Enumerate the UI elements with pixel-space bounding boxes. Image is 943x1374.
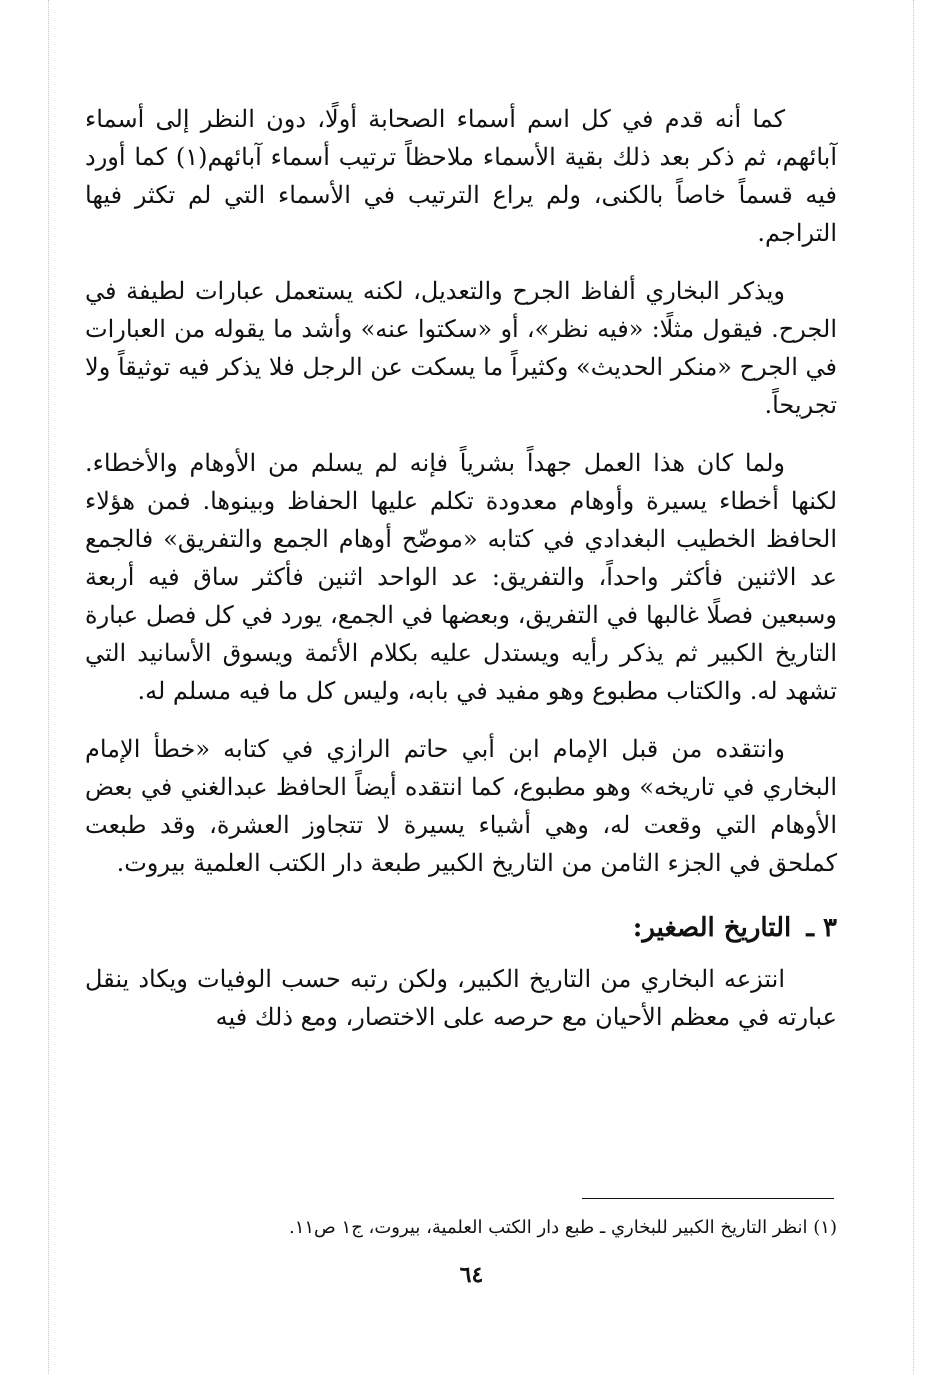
- scan-margin-guide-left: [48, 0, 49, 1374]
- page-body: [85, 100, 837, 1036]
- section-title: التاريخ الصغير:: [632, 913, 792, 943]
- footnote-separator: [582, 1198, 834, 1199]
- section-paragraph: انتزعه البخاري من التاريخ الكبير، ولكن رتبه حسب الوفيات ويكاد ينقل عبارته في معظم الأحيان مع حرصه على الاختصار، ومع ذلك فيه: [85, 965, 837, 1031]
- section-number: ٣ ـ: [806, 913, 837, 943]
- paragraph-3: ولما كان هذا العمل جهداً بشرياً فإنه لم يسلم من الأوهام والأخطاء. لكنها أخطاء يسيرة وأوهام معدودة تكلم عليها الحفاظ وبينوها. فمن هؤلاء الحافظ الخطيب البغدادي في كتابه «موضّح أوهام الجمع والتفريق» فالجمع عد الاثنين فأكثر واحداً، والتفريق: عد الواحد اثنين فأكثر ساق فيه أربعة وسبعين فصلًا غالبها في التفريق، وبعضها في الجمع، يورد في كل فصل عبارة التاريخ الكبير ثم يذكر رأيه ويستدل عليه بكلام الأئمة ويسوق الأسانيد التي تشهد له. والكتاب مطبوع وهو مفيد في بابه، وليس كل ما فيه مسلم له.: [85, 449, 838, 705]
- section-heading: [85, 908, 837, 948]
- paragraph-4: وانتقده من قبل الإمام ابن أبي حاتم الرازي في كتابه «خطأ الإمام البخاري في تاريخه» وهو مطبوع، كما انتقده أيضاً الحافظ عبدالغني في بعض الأوهام التي وقعت له، وهي أشياء يسيرة لا تتجاوز العشرة، وقد طبعت كملحق في الجزء الثامن من التاريخ الكبير طبعة دار الكتب العلمية بيروت.: [85, 735, 837, 877]
- paragraph-1: كما أنه قدم في كل اسم أسماء الصحابة أولًا، دون النظر إلى أسماء آبائهم، ثم ذكر بعد ذلك بقية الأسماء ملاحظاً ترتيب أسماء آبائهم(١) كما أورد فيه قسماً خاصاً بالكنى، ولم يراع الترتيب في الأسماء التي لم تكثر فيها التراجم.: [85, 105, 837, 247]
- page-number: ٦٤: [459, 1262, 484, 1288]
- paragraph-2: ويذكر البخاري ألفاظ الجرح والتعديل، لكنه يستعمل عبارات لطيفة في الجرح. فيقول مثلًا: «فيه نظر»، أو «سكتوا عنه» وأشد ما يقوله من العبارات في الجرح «منكر الحديث» وكثيراً ما يسكت عن الرجل فلا يذكر فيه توثيقاً ولا تجريحاً.: [85, 277, 837, 419]
- footnote: (١) انظر التاريخ الكبير للبخاري ـ طبع دار الكتب العلمية، بيروت، ج١ ص١١.: [288, 1217, 837, 1238]
- scan-margin-guide-right: [913, 0, 914, 1374]
